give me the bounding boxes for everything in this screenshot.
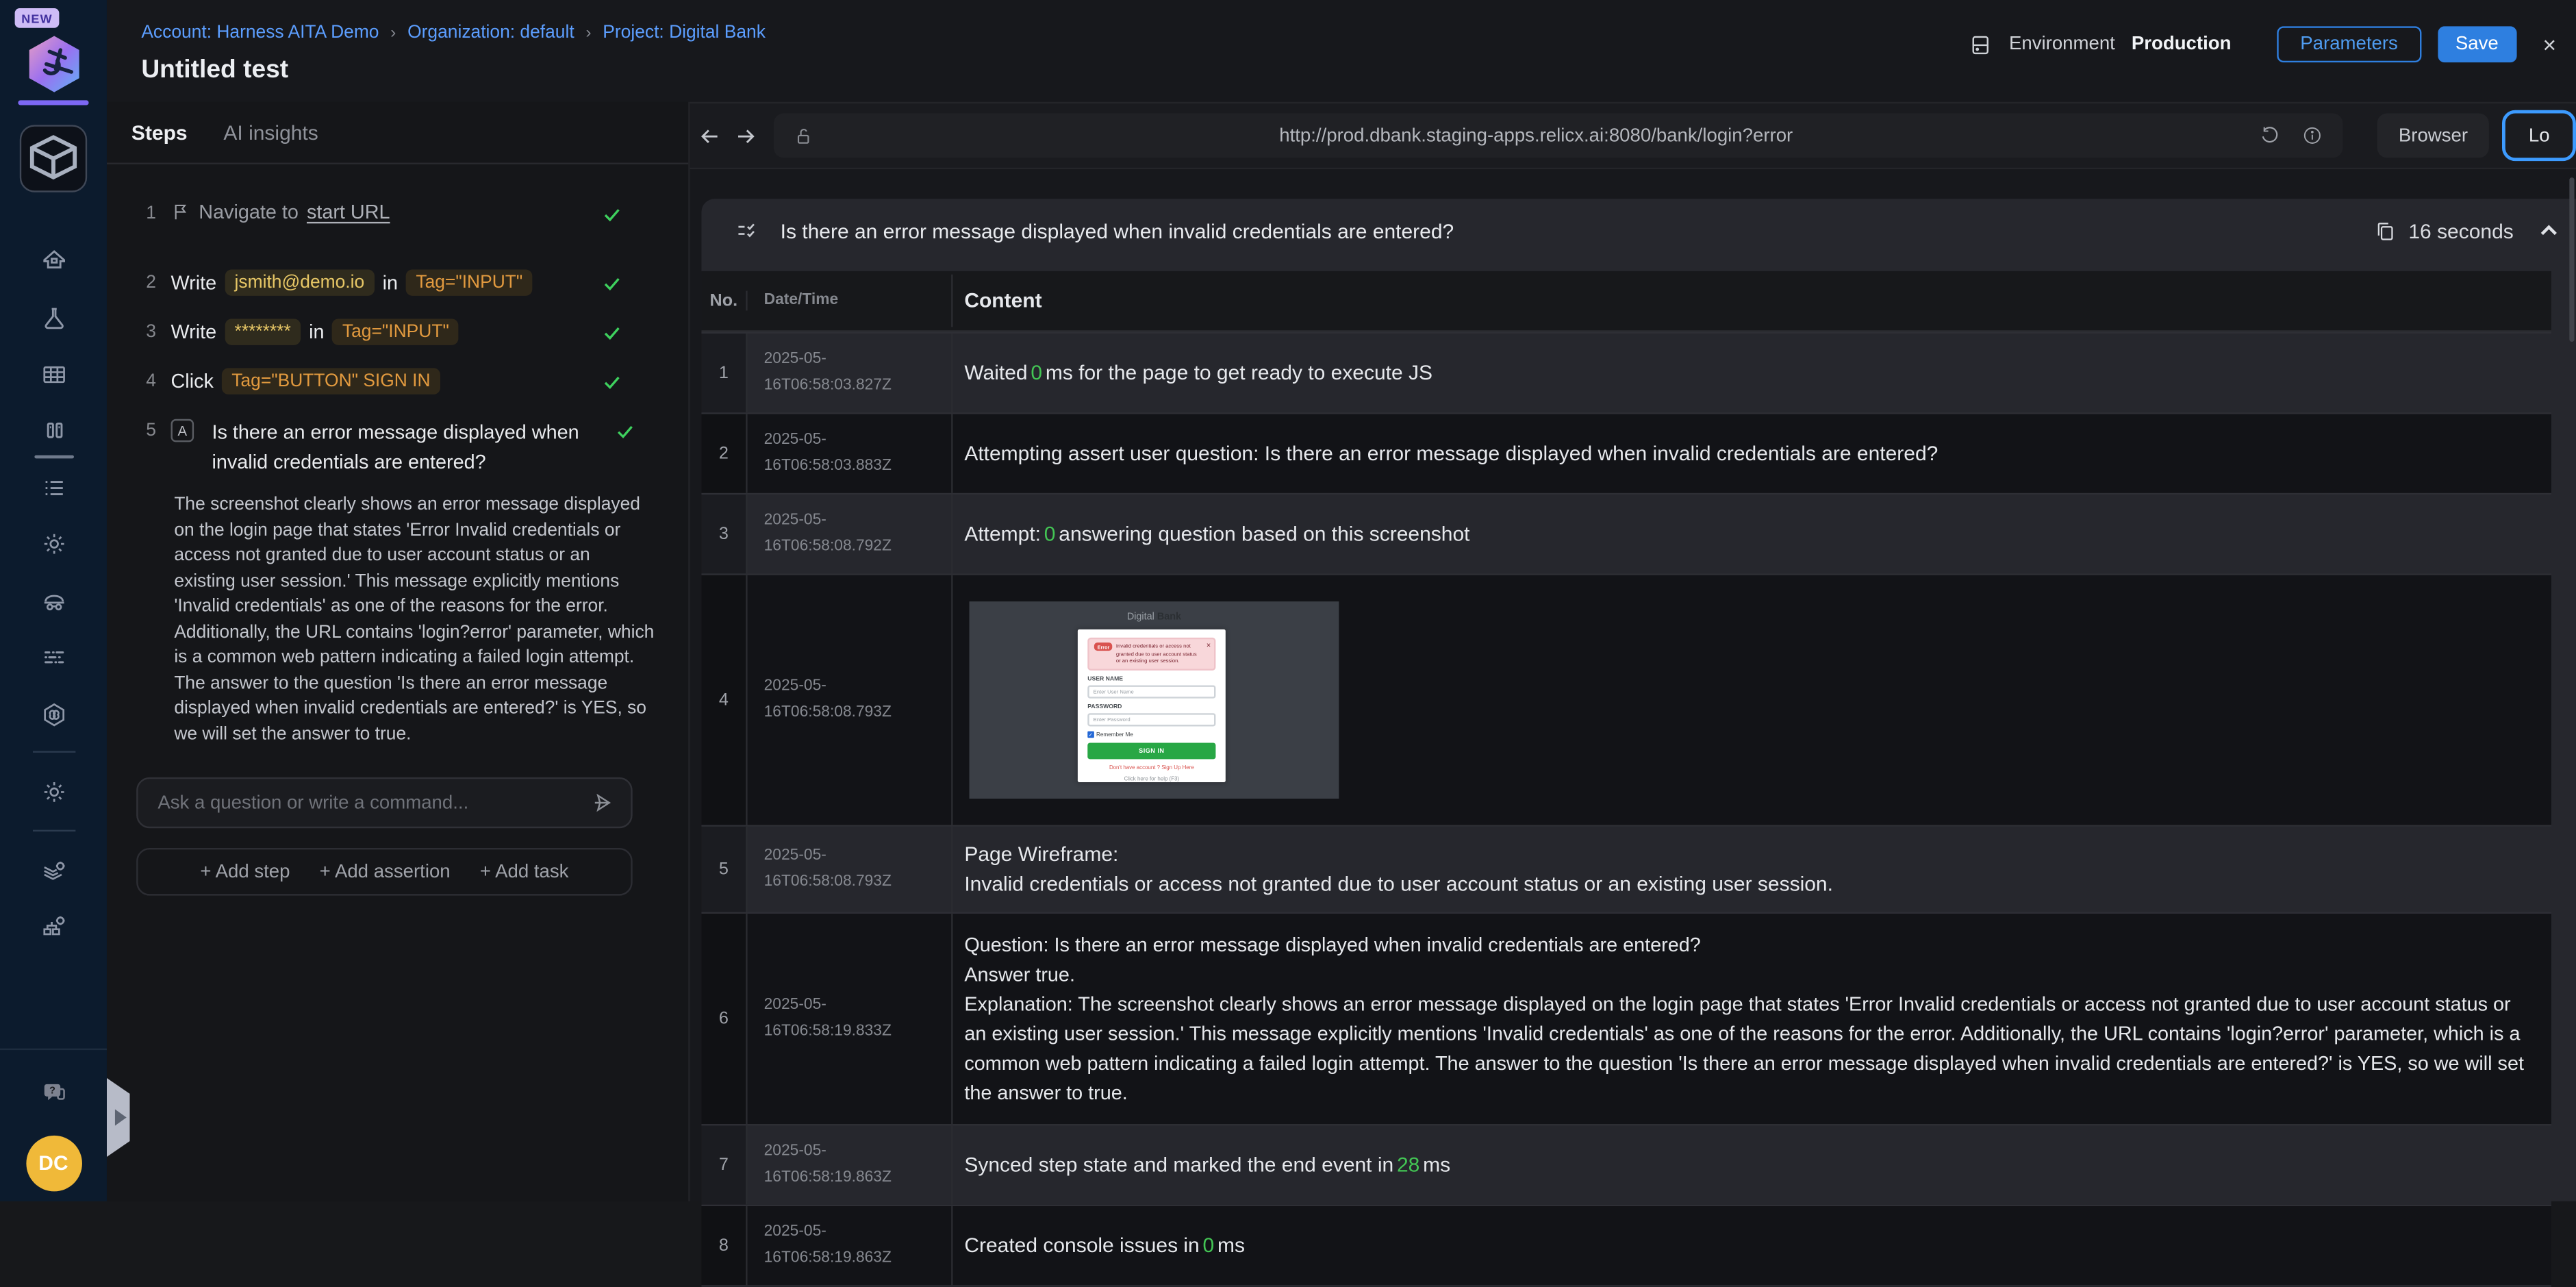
chat-help-icon <box>38 1077 68 1107</box>
log-table-header <box>701 271 2551 332</box>
log-table <box>701 271 2551 1287</box>
command-input[interactable] <box>157 793 590 813</box>
log-no: 6 <box>701 914 747 1124</box>
log-datetime: 2025-05-16T06:58:08.793Z <box>748 575 953 825</box>
log-datetime: 2025-05-16T06:58:03.883Z <box>748 414 953 493</box>
thumb-remember-label: Remember Me <box>1096 731 1133 738</box>
screenshot-thumbnail[interactable] <box>970 601 1339 799</box>
thumb-username-label: USER NAME <box>1087 675 1124 683</box>
chaos-infinity-icon <box>38 699 68 729</box>
log-content-line: Explanation: The screenshot clearly shows an error message displayed on the login page that states 'Error Invalid credentials or access not granted due to user account status or an existing user session.' This message explicitly mentions 'Invalid credentials' as one of the reasons for the error. Additionally, the URL contains 'login?error' parameter, which is a common web pattern indicating a failed login attempt. The answer to the question 'Is there an error message displayed when invalid credentials are entered?' is YES, so we will set the answer to true. <box>964 992 2524 1105</box>
step-number: 5 <box>146 421 156 440</box>
active-indicator <box>34 455 73 458</box>
log-content: Waited 0 ms for the page to get ready to execute JS <box>964 361 1433 385</box>
breadcrumb <box>141 0 766 42</box>
thumb-signup-line: Don't have account ? Sign Up Here <box>1109 764 1194 771</box>
log-no: 1 <box>701 334 747 412</box>
add-actions <box>136 848 633 896</box>
thumb-brand: Digital Bank <box>1126 612 1182 623</box>
step-action: Navigate to <box>199 200 299 224</box>
url-text[interactable]: http://prod.dbank.staging-apps.relicx.ai:8080/bank/login?error <box>1279 125 1793 146</box>
logo-underline <box>18 100 88 105</box>
log-content-line: Question: Is there an error message displayed when invalid credentials are entered? <box>964 933 1701 957</box>
back-arrow-icon[interactable] <box>696 123 722 149</box>
sidebar-divider <box>32 829 75 830</box>
log-row[interactable] <box>701 825 2551 912</box>
nav-sidebar <box>0 0 107 1201</box>
environment-value[interactable]: Production <box>2131 34 2232 55</box>
col-header-content: Content <box>964 289 1042 312</box>
log-scroll-area[interactable] <box>690 169 2576 1267</box>
log-datetime: 2025-05-16T06:58:19.833Z <box>748 914 953 1124</box>
incognito-icon <box>38 586 68 615</box>
tab-ai-insights[interactable]: AI insights <box>223 121 318 144</box>
unlock-icon <box>794 126 813 146</box>
thumb-error-badge: Error <box>1094 642 1113 651</box>
main-area <box>690 102 2576 1267</box>
step-target-link[interactable]: start URL <box>306 200 390 224</box>
step-row-1[interactable] <box>136 201 622 235</box>
logs-button[interactable]: Lo <box>2502 110 2575 161</box>
step-value-pill[interactable]: ******** <box>225 318 301 345</box>
log-content: Attempting assert user question: Is there an error message displayed when invalid credentials are entered? <box>964 442 1939 465</box>
pipeline-icon <box>38 642 68 672</box>
svg-text:?: ? <box>48 1084 55 1096</box>
thumb-password-label: PASSWORD <box>1087 703 1122 711</box>
thumb-signin-button: SIGN IN <box>1087 742 1215 759</box>
page-title: Untitled test <box>141 55 289 84</box>
step-locator-pill[interactable]: Tag="INPUT" <box>333 318 459 345</box>
log-content: Attempt: 0 answering question based on this screenshot <box>964 522 1470 546</box>
add-task-button[interactable]: + Add task <box>479 862 569 882</box>
log-datetime: 2025-05-16T06:58:19.863Z <box>748 1125 953 1204</box>
log-no: 3 <box>701 495 747 573</box>
log-no: 7 <box>701 1125 747 1204</box>
environment-icon <box>1968 32 1993 57</box>
col-header-no: No. <box>701 291 747 311</box>
sidebar-item-executions[interactable] <box>26 404 80 458</box>
sidebar-item-home[interactable] <box>26 234 80 288</box>
url-field[interactable] <box>774 114 2343 158</box>
thumb-error-text: Invalid credentials or access not granted due to user account status or an existing user session. <box>1115 642 1197 664</box>
thumb-password-input: Enter Password <box>1087 713 1215 726</box>
assertion-header-row[interactable] <box>701 199 2575 263</box>
log-row[interactable] <box>701 912 2551 1124</box>
step-conj: in <box>309 320 325 344</box>
sidebar-item-lab[interactable] <box>26 291 80 345</box>
step-success-check-icon <box>601 201 622 234</box>
send-icon[interactable] <box>590 790 614 815</box>
command-composer[interactable] <box>136 777 633 828</box>
thumb-close-icon: × <box>1206 640 1211 649</box>
log-content-line: Invalid credentials or access not granted due to user account status or an existing user session. <box>964 872 1833 896</box>
step-row-4[interactable] <box>136 368 622 402</box>
layers-gear-icon <box>38 855 68 885</box>
harness-logo-icon[interactable] <box>22 33 84 95</box>
flask-icon <box>38 303 68 333</box>
col-header-datetime: Date/Time <box>748 275 953 327</box>
tab-steps[interactable]: Steps <box>131 121 188 144</box>
sidebar-item-test-suites[interactable] <box>20 125 87 192</box>
breadcrumb-org[interactable]: Organization: default <box>407 23 574 43</box>
sidebar-item-grid[interactable] <box>26 347 80 401</box>
home-icon <box>38 247 68 276</box>
add-assertion-button[interactable]: + Add assertion <box>319 862 451 882</box>
breadcrumb-account[interactable]: Account: Harness AITA Demo <box>141 23 379 43</box>
network-gear-icon <box>38 912 68 942</box>
duration-ms-value: 0 <box>1202 1234 1215 1258</box>
thumb-username-input: Enter User Name <box>1087 685 1215 698</box>
step-row-5[interactable] <box>136 417 622 476</box>
assertion-log-card <box>701 199 2575 1267</box>
box-icon <box>21 127 86 191</box>
browser-bar <box>690 102 2576 169</box>
step-verb: Click <box>171 369 214 393</box>
sidebar-item-env-layers[interactable] <box>26 843 80 897</box>
step-question: Is there an error message displayed when invalid credentials are entered? <box>212 421 579 473</box>
thumb-remember-checkbox: ✓ <box>1088 731 1093 738</box>
assertion-icon: A <box>171 419 194 442</box>
duration-ms-value: 0 <box>1031 361 1043 385</box>
help-chat-button[interactable] <box>26 1065 80 1119</box>
log-row[interactable] <box>701 1205 2551 1286</box>
log-content: Synced step state and marked the end event in 28 ms <box>964 1153 1451 1177</box>
assertion-question: Is there an error message displayed when invalid credentials are entered? <box>780 219 1454 242</box>
log-content-line: Answer true. <box>964 962 1075 986</box>
log-datetime: 2025-05-16T06:58:19.863Z <box>748 1206 953 1285</box>
step-row-2[interactable] <box>136 269 622 303</box>
step-verb: Write <box>171 271 217 295</box>
sidebar-item-settings[interactable] <box>26 517 80 571</box>
log-no: 4 <box>701 575 747 825</box>
step-success-check-icon <box>614 417 635 450</box>
thumb-error-alert <box>1087 638 1215 670</box>
breadcrumb-separator: › <box>390 23 396 42</box>
breadcrumb-project[interactable]: Project: Digital Bank <box>603 23 766 43</box>
step-number: 3 <box>146 322 156 342</box>
chevron-up-icon[interactable] <box>2538 220 2560 241</box>
browser-button[interactable]: Browser <box>2377 114 2490 158</box>
scrollbar-thumb[interactable] <box>2569 177 2574 342</box>
log-content: Created console issues in 0 ms <box>964 1234 1246 1258</box>
attempt-value: 0 <box>1044 522 1056 546</box>
thumb-help-line: Click here for help (F3) <box>1124 775 1180 782</box>
breadcrumb-separator: › <box>585 23 592 42</box>
log-no: 2 <box>701 414 747 493</box>
copy-icon[interactable] <box>2374 219 2397 242</box>
checklist-icon <box>734 218 759 243</box>
log-content-line: Page Wireframe: <box>964 842 1119 866</box>
step-success-check-icon <box>601 269 622 302</box>
steps-list <box>107 164 688 748</box>
duration-ms-value: 28 <box>1396 1153 1420 1177</box>
thumb-login-card <box>1078 629 1226 782</box>
step-conj: in <box>382 271 398 295</box>
step-locator-pill[interactable]: Tag="INPUT" <box>406 269 533 295</box>
log-datetime: 2025-05-16T06:58:08.792Z <box>748 495 953 573</box>
log-row[interactable] <box>701 332 2551 413</box>
step-number: 4 <box>146 371 156 392</box>
parameters-button[interactable]: Parameters <box>2277 26 2421 62</box>
columns-icon <box>38 416 68 446</box>
flag-icon <box>171 202 191 222</box>
log-row[interactable] <box>701 412 2551 493</box>
step-value-pill[interactable]: jsmith@demo.io <box>225 269 374 295</box>
step-number: 2 <box>146 273 156 293</box>
reload-icon[interactable] <box>2259 125 2280 146</box>
log-no: 8 <box>701 1206 747 1285</box>
expand-arrow-icon <box>114 1109 126 1125</box>
close-icon[interactable]: × <box>2542 31 2557 58</box>
step-success-check-icon <box>601 368 622 401</box>
gear-icon <box>38 529 68 559</box>
list-icon <box>38 473 68 502</box>
step-locator-pill[interactable]: Tag="BUTTON" SIGN IN <box>222 368 440 394</box>
step-row-3[interactable] <box>136 318 622 353</box>
sidebar-item-infra[interactable] <box>26 900 80 954</box>
step-number: 1 <box>146 203 156 224</box>
grid-icon <box>38 360 68 389</box>
log-row-screenshot[interactable] <box>701 573 2551 825</box>
duration-label: 16 seconds <box>2408 219 2514 242</box>
new-badge: NEW <box>15 8 60 28</box>
top-header <box>107 0 2576 102</box>
log-row[interactable] <box>701 1124 2551 1205</box>
sidebar-item-chaos[interactable] <box>26 687 80 741</box>
step-success-check-icon <box>601 318 622 351</box>
sidebar-item-project-settings[interactable] <box>26 765 80 819</box>
environment-label: Environment <box>2008 34 2115 55</box>
add-step-button[interactable]: + Add step <box>200 862 290 882</box>
user-avatar[interactable]: DC <box>25 1136 81 1192</box>
sidebar-item-pipelines[interactable] <box>26 630 80 684</box>
forward-arrow-icon[interactable] <box>733 123 759 149</box>
sidebar-divider <box>32 751 75 752</box>
log-no: 5 <box>701 827 747 912</box>
sidebar-item-list[interactable] <box>26 460 80 514</box>
log-row[interactable] <box>701 493 2551 574</box>
assertion-explanation: The screenshot clearly shows an error message displayed on the login page that states 'Error Invalid credentials or access not granted due to user account status or an existing user session.' This message explicitly mentions 'Invalid credentials' as one of the reasons for the error. Additionally, the URL contains 'login?error' parameter, which is a common web pattern indicating a failed login attempt. The answer to the question 'Is there an error message displayed when invalid credentials are entered?' is YES, so we will set the answer to true. <box>174 495 655 744</box>
info-icon[interactable] <box>2301 125 2323 146</box>
sidebar-item-incognito[interactable] <box>26 573 80 627</box>
log-datetime: 2025-05-16T06:58:03.827Z <box>748 334 953 412</box>
log-datetime: 2025-05-16T06:58:08.793Z <box>748 827 953 912</box>
save-button[interactable]: Save <box>2437 26 2516 62</box>
step-verb: Write <box>171 320 217 344</box>
gear-icon <box>38 777 68 807</box>
steps-tabs <box>107 102 688 164</box>
steps-panel <box>107 102 690 1201</box>
